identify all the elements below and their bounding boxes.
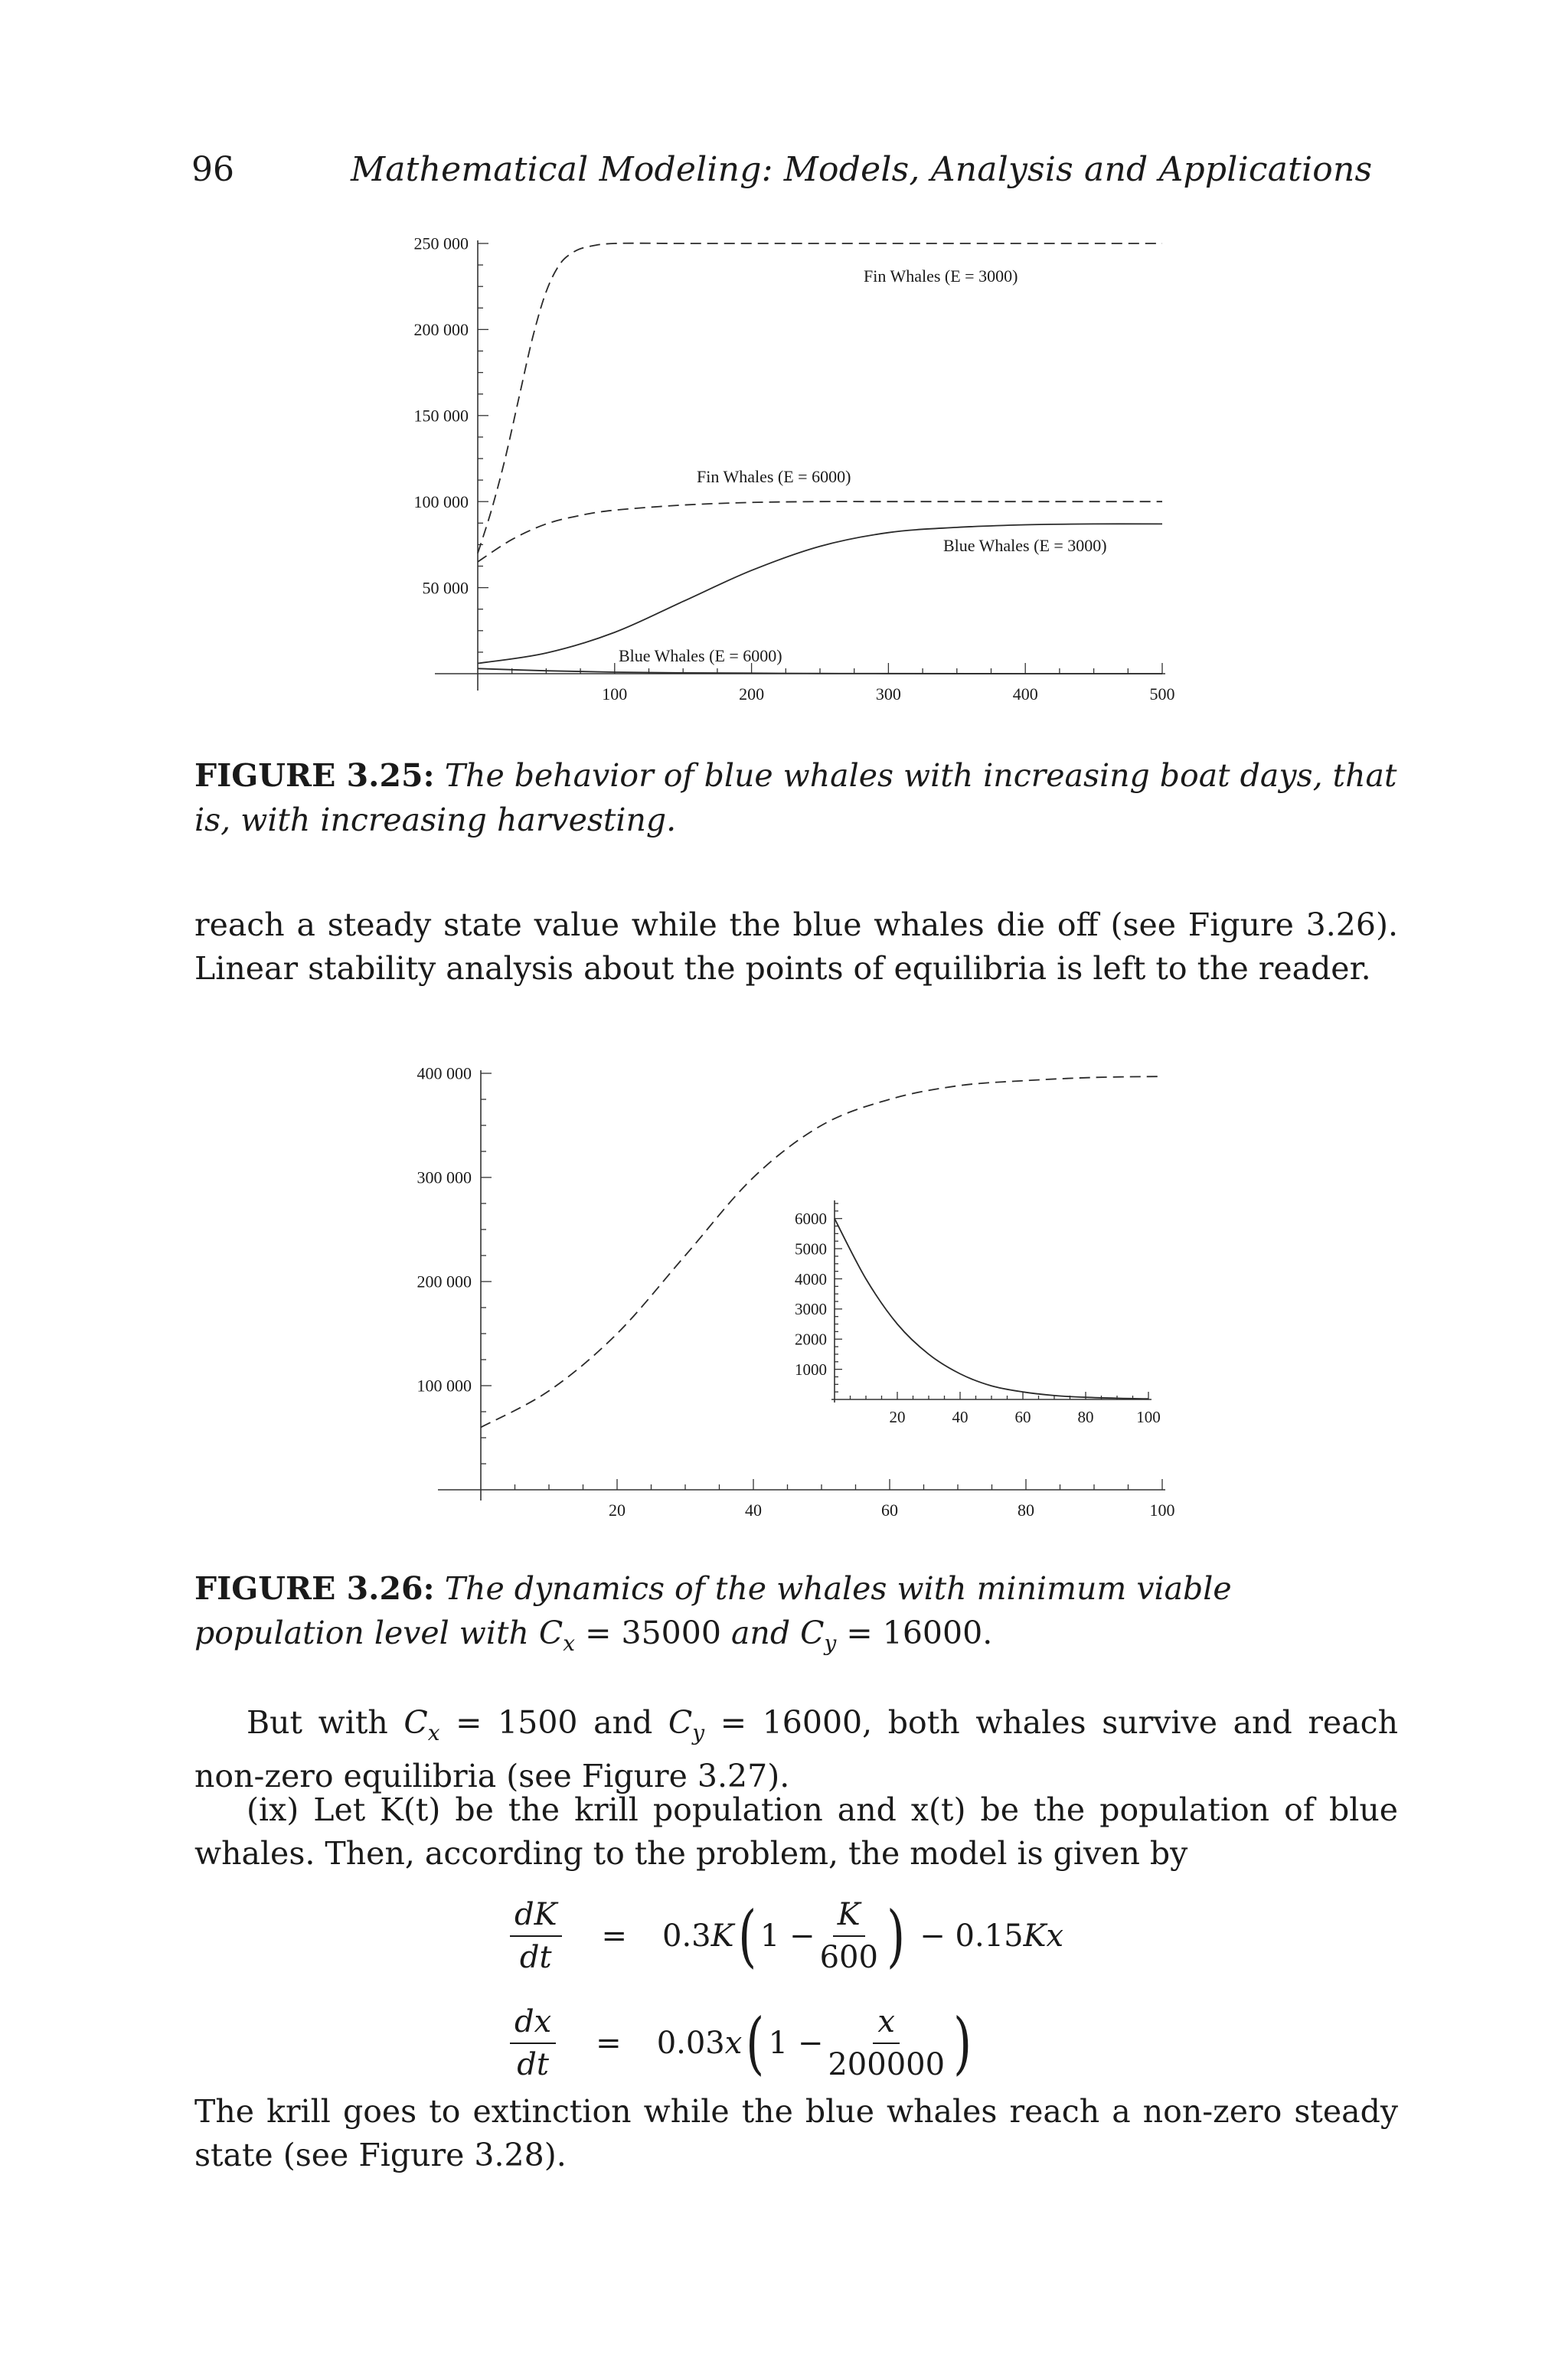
x-tick-label: 80 — [1018, 1500, 1034, 1520]
equation-dK-dt: $\frac{dK}{dt}$ = 0.3 K ( 1 − $\frac{K}{600}$ ) − 0.15 Kx — [505, 1897, 1063, 1975]
y-tick-label: 300 000 — [416, 1167, 472, 1187]
body-paragraph-2: But with $C_x = 1500$ and $C_y = 16000$, both whales survive and reach non-zero equilibria (see Figure 3.27). — [194, 1704, 1399, 1795]
y-tick-label: 200 000 — [413, 320, 469, 340]
y-tick-label: 100 000 — [416, 1376, 472, 1396]
x-tick-label: 60 — [1014, 1408, 1031, 1426]
x-tick-label: 80 — [1077, 1408, 1094, 1426]
blue-whales-6000-label: Blue Whales (E = 6000) — [619, 646, 782, 665]
y-tick-label: 100 000 — [413, 491, 469, 511]
page-number: 96 — [191, 150, 234, 189]
fin-whales-3000-label: Fin Whales (E = 3000) — [864, 266, 1018, 286]
x-tick-label: 500 — [1149, 684, 1175, 704]
series-line-0 — [478, 243, 1162, 553]
x-tick-label: 20 — [609, 1500, 626, 1520]
y-tick-label: 250 000 — [413, 233, 469, 253]
body-paragraph-4: The krill goes to extinction while the blue whales reach a non-zero steady state (see Figure 3.28). — [194, 2093, 1398, 2173]
y-tick-label: 2000 — [795, 1330, 827, 1349]
y-tick-label: 3000 — [795, 1300, 827, 1319]
running-header: Mathematical Modeling: Models, Analysis and Applications — [351, 150, 1373, 189]
equation-dx-dt: $\frac{dx}{dt}$ = 0.03 x ( 1 − $\frac{x}{200000}$ ) — [505, 2004, 975, 2082]
y-tick-label: 150 000 — [413, 406, 469, 426]
x-tick-label: 40 — [952, 1408, 969, 1426]
figure-3-25-caption: FIGURE 3.25: The behavior of blue whales with increasing boat days, that is, with increasing harvesting. — [194, 757, 1397, 838]
x-tick-label: 100 — [602, 684, 628, 704]
x-tick-label: 60 — [881, 1500, 898, 1520]
fin-whales-6000-label: Fin Whales (E = 6000) — [697, 467, 851, 486]
caption-label: FIGURE 3.25 — [194, 757, 423, 794]
x-tick-label: 100 — [1136, 1408, 1161, 1426]
x-tick-label: 100 — [1149, 1500, 1175, 1520]
body-paragraph-1: reach a steady state value while the blue whales die off (see Figure 3.26). Linear stability analysis about the points of equilibria is left to the reader. — [194, 906, 1398, 987]
x-tick-label: 300 — [875, 684, 901, 704]
body-paragraph-3: (ix) Let K(t) be the krill population and x(t) be the population of blue whales. Then, according to the problem, the model is given by — [194, 1791, 1398, 1872]
caption-label: FIGURE 3.26 — [194, 1570, 423, 1607]
y-tick-label: 1000 — [795, 1360, 827, 1379]
x-tick-label: 20 — [889, 1408, 906, 1426]
inset-background — [819, 1194, 1179, 1416]
y-tick-label: 5000 — [795, 1239, 827, 1259]
x-tick-label: 400 — [1012, 684, 1038, 704]
figure-3-26-caption: FIGURE 3.26: The dynamics of the whales with minimum viable population level with $C_x = 35000$ and $C_y = 16000$. — [194, 1570, 1232, 1657]
y-tick-label: 50 000 — [422, 578, 469, 598]
figure-3-26-chart — [0, 1041, 1568, 1531]
y-tick-label: 6000 — [795, 1210, 827, 1229]
caption-text: The behavior of blue whales with increasing boat days, that is, with increasing harvesting. — [194, 757, 1397, 838]
figure-3-25-chart — [0, 0, 1568, 727]
y-tick-label: 4000 — [795, 1269, 827, 1288]
x-tick-label: 200 — [739, 684, 765, 704]
y-tick-label: 200 000 — [416, 1272, 472, 1291]
blue-whales-3000-label: Blue Whales (E = 3000) — [943, 536, 1107, 555]
y-tick-label: 400 000 — [416, 1063, 472, 1083]
x-tick-label: 40 — [745, 1500, 762, 1520]
